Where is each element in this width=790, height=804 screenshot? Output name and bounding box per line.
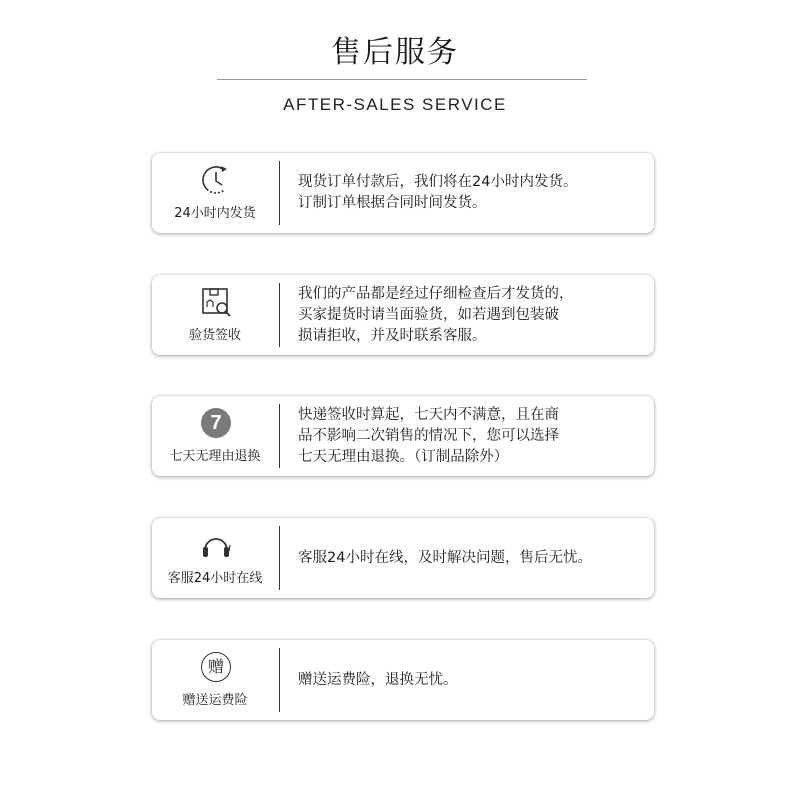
service-card-inspection	[152, 275, 654, 355]
card-divider	[279, 404, 280, 468]
description-line: 买家提货时请当面验货，如若遇到包装破	[298, 306, 559, 323]
page-subtitle: AFTER-SALES SERVICE	[283, 95, 507, 114]
card-description	[298, 640, 634, 720]
box-inspect-icon	[199, 285, 233, 319]
card-divider	[279, 526, 280, 590]
service-card-support	[152, 518, 654, 598]
card-divider	[279, 161, 280, 225]
service-card-return	[152, 396, 654, 476]
description-line: 我们的产品都是经过仔细检查后才发货的，	[298, 285, 574, 302]
seven-badge-icon	[199, 406, 233, 440]
card-left	[152, 640, 278, 720]
description-line: 客服24小时在线，及时解决问题，售后无忧。	[298, 549, 592, 566]
seven-badge-text: 7	[201, 408, 231, 438]
description-line: 品不影响二次销售的情况下，您可以选择	[298, 427, 559, 444]
card-description	[298, 396, 634, 476]
card-label: 验货签收	[188, 328, 241, 343]
page-title: 售后服务	[331, 35, 459, 70]
description-line: 损请拒收，并及时联系客服。	[298, 327, 487, 344]
card-divider	[279, 648, 280, 712]
description-line: 七天无理由退换。（订制品除外）	[298, 448, 509, 465]
card-description	[298, 275, 634, 355]
card-description	[298, 518, 634, 598]
gift-badge-icon	[199, 650, 233, 684]
gift-badge-text: 赠	[201, 652, 231, 682]
description-line: 现货订单付款后，我们将在24小时内发货。	[298, 174, 578, 190]
card-left	[152, 153, 278, 233]
description-line: 订制订单根据合同时间发货。	[298, 195, 487, 211]
service-card-insurance	[152, 640, 654, 720]
clock-arrow-icon	[199, 163, 233, 197]
description-line: 快递签收时算起，七天内不满意，且在商	[298, 406, 559, 423]
title-divider	[217, 79, 587, 80]
card-left	[152, 275, 278, 355]
headset-icon	[199, 528, 233, 562]
description-line: 赠送运费险，退换无忧。	[298, 671, 458, 688]
card-label: 七天无理由退换	[169, 449, 261, 464]
card-label: 客服24小时在线	[167, 571, 263, 586]
service-card-shipping	[152, 153, 654, 233]
card-divider	[279, 283, 280, 347]
card-left	[152, 396, 278, 476]
card-left	[152, 518, 278, 598]
card-label: 24小时内发货	[174, 206, 256, 221]
card-label: 赠送运费险	[182, 693, 248, 708]
card-description	[298, 153, 634, 233]
